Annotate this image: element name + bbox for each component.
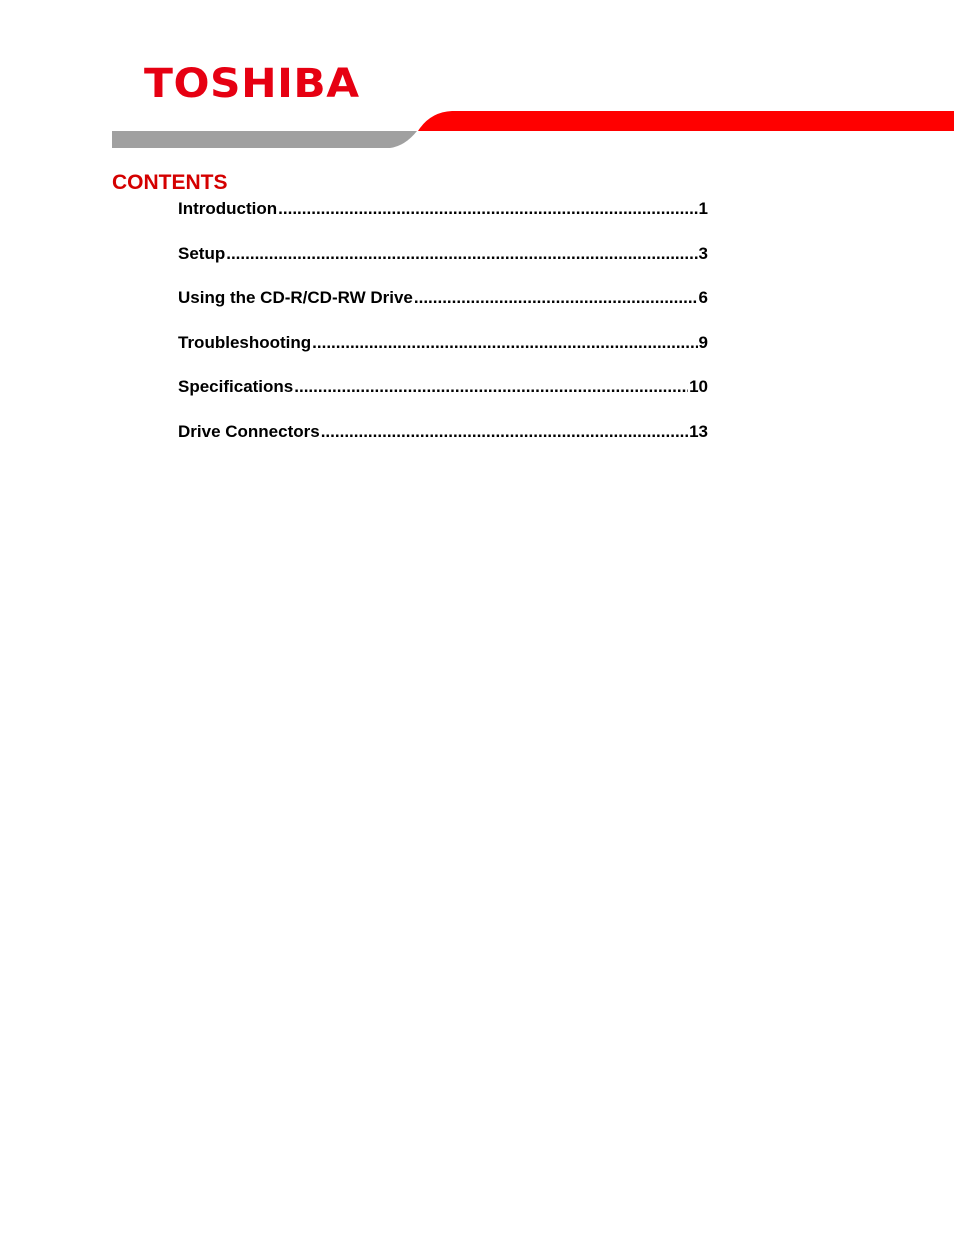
- toc-entry-setup[interactable]: [178, 244, 708, 289]
- toc-entry-page: 13: [689, 421, 708, 441]
- toc-entry-title: Setup: [178, 243, 226, 263]
- toc-entry-specifications[interactable]: [178, 377, 708, 422]
- toc-entry-page: 9: [698, 332, 708, 352]
- toc-entry-title: Drive Connectors: [178, 421, 320, 441]
- toc-entry-drive-connectors[interactable]: [178, 422, 708, 467]
- table-of-contents: [178, 199, 708, 467]
- toc-entry-title: Introduction: [178, 199, 278, 218]
- toc-dot-leader: [321, 422, 688, 442]
- toc-entry-page: 10: [689, 377, 708, 397]
- toc-entry-title: Specifications: [178, 377, 294, 397]
- toc-dot-leader: [414, 288, 698, 308]
- logo-text: TOSHIBA: [144, 61, 360, 107]
- toc-dot-leader: [312, 333, 697, 353]
- toc-dot-leader: [294, 377, 688, 397]
- contents-heading: CONTENTS: [112, 171, 228, 194]
- header-band: [0, 0, 954, 160]
- toc-entry-page: 3: [698, 243, 708, 263]
- toc-dot-leader: [278, 199, 697, 219]
- toc-dot-leader: [226, 244, 697, 264]
- toc-entry-page: 1: [698, 199, 708, 218]
- toc-entry-page: 6: [698, 288, 708, 308]
- toc-entry-title: Using the CD-R/CD-RW Drive: [178, 288, 413, 308]
- header-band-gray: [112, 131, 417, 148]
- toc-entry-using-drive[interactable]: [178, 288, 708, 333]
- toc-entry-introduction[interactable]: [178, 199, 708, 244]
- toc-entry-troubleshooting[interactable]: [178, 333, 708, 378]
- toc-entry-title: Troubleshooting: [178, 332, 312, 352]
- header-band-red: [418, 111, 954, 131]
